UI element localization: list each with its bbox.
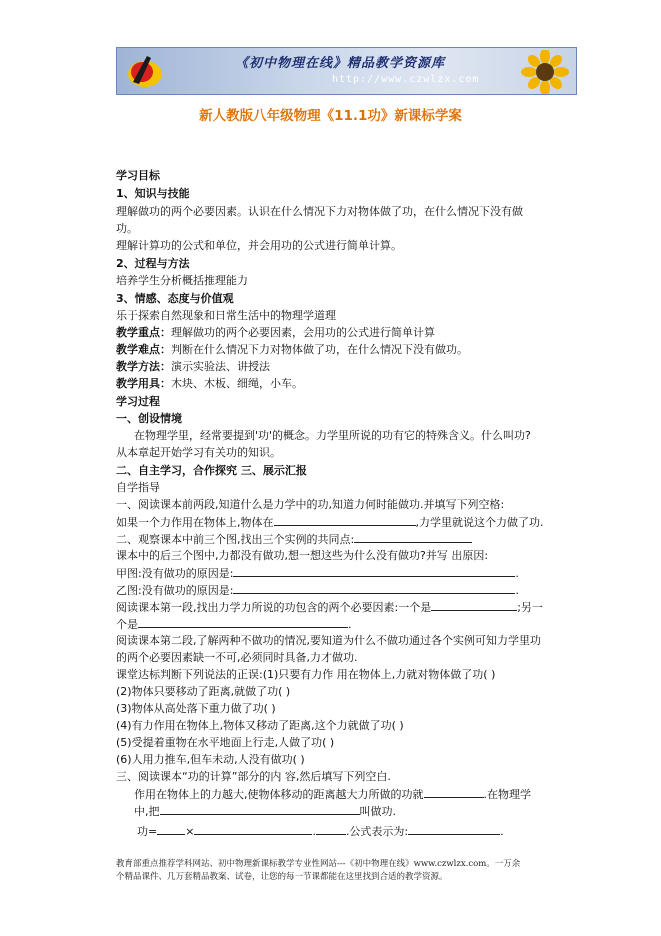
document-title: 新人教版八年级物理《11.1功》新课标学案 [199, 108, 462, 124]
formula-line [137, 824, 504, 839]
true-false-question: (6)人用力推车,但车未动,人没有做功( ) [116, 753, 305, 766]
footer [116, 858, 546, 884]
answer-blank[interactable] [431, 600, 517, 611]
text: . [348, 618, 352, 631]
teaching-tools [116, 377, 303, 391]
text-line: 课本中的后三个图中,力都没有做功,想一想这些为什么没有做功?并写 出原因: [116, 549, 489, 562]
text: . [312, 825, 316, 838]
section-heading: 学习目标 [116, 169, 160, 182]
value: 木块、木板、细绳，小车。 [171, 377, 303, 390]
text: 个是 [116, 618, 138, 631]
subsection-heading: 二、自主学习，合作探究 三、展示汇报 [116, 464, 307, 477]
subsection-heading: 3、情感、态度与价值观 [116, 292, 234, 305]
teaching-method [116, 360, 270, 374]
subsection-heading: 1、知识与技能 [116, 187, 190, 200]
fill-line [116, 617, 352, 632]
text-line: 三、阅读课本“功的计算”部分的内 容,然后填写下列空白. [116, 770, 391, 783]
value: 判断在什么情况下力对物体做了功，在什么情况下没有做功。 [171, 343, 468, 356]
answer-blank[interactable] [424, 787, 484, 798]
text: 乙图:没有做功的原因是: [116, 584, 234, 597]
text: .在物理学 [483, 788, 531, 801]
true-false-question: (5)受提着重物在水平地面上行走,人做了功( ) [116, 736, 335, 749]
answer-blank[interactable] [316, 824, 346, 835]
true-false-question: (2)物体只要移动了距离,就做了功( ) [116, 685, 291, 698]
answer-blank[interactable] [354, 532, 472, 543]
subsection-heading: 一、创设情境 [116, 412, 182, 425]
fill-line [116, 515, 544, 530]
text-line: 理解计算功的公式和单位，并会用功的公式进行简单计算。 [116, 239, 402, 252]
fill-line [116, 600, 543, 615]
label: 教学用具： [116, 377, 171, 390]
text-line: 阅读课本第二段,了解两种不做功的情况,要知道为什么不做功通过各个实例可知力学里功 [116, 634, 541, 647]
fill-line [116, 583, 519, 598]
answer-blank[interactable] [157, 824, 185, 835]
text-line: 理解做功的两个必要因素。认识在什么情况下力对物体做了功，在什么情况下没有做 [116, 205, 523, 218]
text-line: 培养学生分析概括推理能力 [116, 274, 248, 287]
answer-blank[interactable] [408, 824, 500, 835]
text: 中,把 [134, 805, 160, 818]
sunflower-icon [515, 50, 575, 94]
text: 阅读课本第一段,找出力学力所说的功包含的两个必要因素:一个是 [116, 601, 432, 614]
text-line: 乐于探索自然现象和日常生活中的物理学道理 [116, 309, 336, 322]
answer-blank[interactable] [160, 804, 360, 815]
fill-line [116, 566, 519, 581]
logo-icon [125, 52, 165, 90]
text-line: 从本章起开始学习有关功的知识。 [116, 446, 281, 459]
answer-blank[interactable] [233, 566, 515, 577]
label: 教学难点： [116, 343, 171, 356]
text: . [500, 825, 504, 838]
banner-title: 《初中物理在线》精品教学资源库 [235, 56, 446, 71]
fill-line [134, 804, 396, 819]
footer-line: 教育部重点推荐学科网站、初中物理新课标教学专业性网站---《初中物理在线》www.czwlzx.com。一万余 [116, 859, 521, 869]
answer-blank[interactable] [274, 515, 416, 526]
text-line: 自学指导 [116, 481, 160, 494]
text: 如果一个力作用在物体上,物体在 [116, 516, 274, 529]
teaching-focus [116, 326, 435, 340]
answer-blank[interactable] [194, 824, 312, 835]
text: × [185, 825, 195, 838]
subsection-heading: 2、过程与方法 [116, 257, 190, 270]
text: ,力学里就说这个力做了功. [415, 516, 544, 529]
true-false-question: (4)有力作用在物体上,物体又移动了距离,这个力就做了功( ) [116, 719, 404, 732]
header-banner [116, 47, 577, 95]
answer-blank[interactable] [233, 583, 515, 594]
text-line: 一、阅读课本前两段,知道什么是力学中的功,知道力何时能做功.并填写下列空格: [116, 498, 505, 511]
answer-blank[interactable] [138, 617, 348, 628]
fill-line [134, 787, 531, 802]
label: 教学方法： [116, 360, 171, 373]
value: 理解做功的两个必要因素，会用功的公式进行简单计算 [171, 326, 435, 339]
banner-url[interactable]: http://www.czwlzx.com [332, 74, 480, 85]
text: 二、观察课本中前三个图,找出三个实例的共同点: [116, 533, 355, 546]
text: 叫做功. [359, 805, 396, 818]
true-false-question: 课堂达标判断下列说法的正误:(1)只要有力作 用在物体上,力就对物体做了功( ) [116, 668, 496, 681]
label: 教学重点： [116, 326, 171, 339]
text: ;另一 [517, 601, 543, 614]
fill-line [116, 532, 472, 547]
text: . [515, 567, 519, 580]
text-line: 在物理学里，经常要提到'功'的概念。力学里所说的功有它的特殊含义。什么叫功? [134, 429, 531, 442]
text: 甲图:没有做功的原因是: [116, 567, 234, 580]
text-line: 功。 [116, 222, 138, 235]
text: .公式表示为: [345, 825, 409, 838]
true-false-question: (3)物体从高处落下重力做了功( ) [116, 702, 276, 715]
teaching-difficulty [116, 343, 468, 357]
text: 作用在物体上的力越大,使物体移动的距离越大力所做的功就 [134, 788, 424, 801]
text-line: 的两个必要因素缺一不可,必须同时具备,力才做功. [116, 651, 358, 664]
value: 演示实验法、讲授法 [171, 360, 270, 373]
text: 功= [137, 825, 158, 838]
footer-line: 个精品课件、几万套精品教案、试卷，让您的每一节课都能在这里找到合适的教学资源。 [116, 872, 448, 882]
text: . [515, 584, 519, 597]
section-heading: 学习过程 [116, 395, 160, 408]
